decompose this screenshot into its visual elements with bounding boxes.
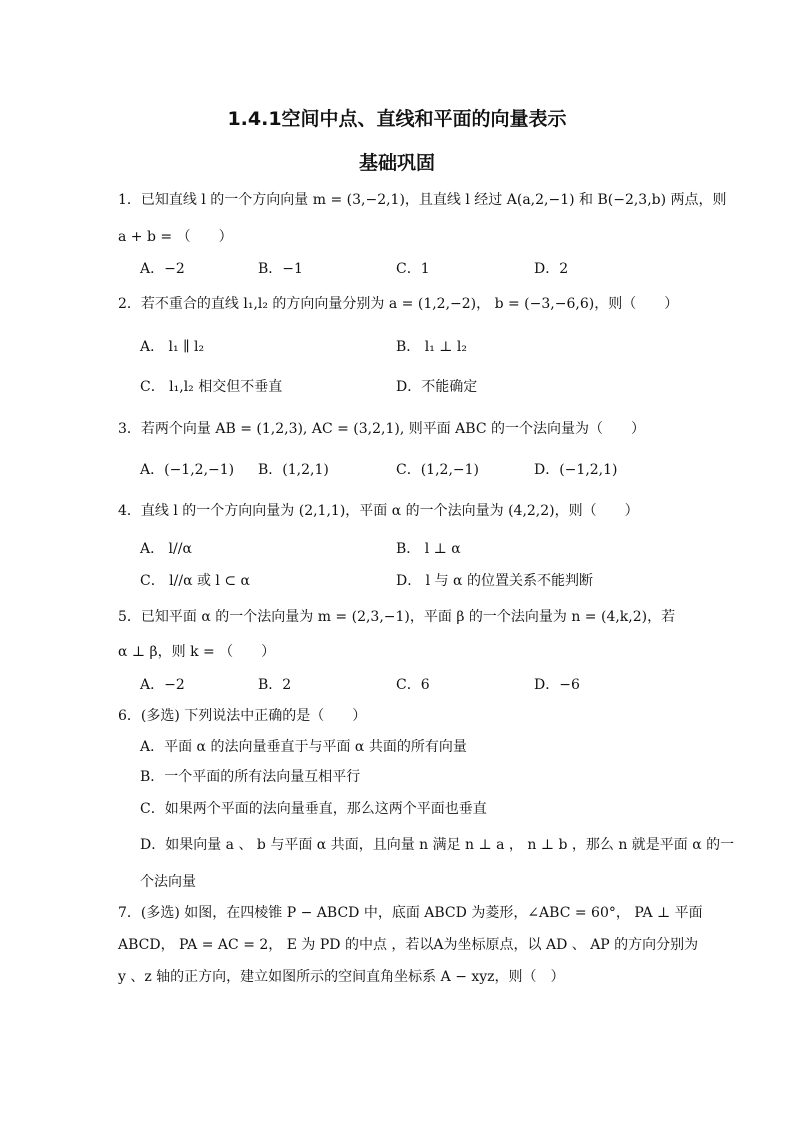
question-5-option-b: B．2 [258, 677, 292, 693]
question-6-option-c: C．如果两个平面的法向量垂直，那么这两个平面也垂直 [140, 801, 487, 817]
document-title: 1.4.1空间中点、直线和平面的向量表示 [227, 108, 567, 130]
question-5-text-cont: α ⊥ β，则 k = （ ） [118, 644, 276, 660]
question-3-option-b: B．(1,2,1) [258, 462, 329, 478]
question-6-text: 6．(多选) 下列说法中正确的是（ ） [118, 708, 367, 724]
section-heading: 基础巩固 [358, 152, 435, 174]
question-2-option-a: A． l₁ ∥ l₂ [140, 339, 205, 355]
question-6-option-d-cont: 个法向量 [140, 874, 196, 890]
question-1-option-d: D．2 [534, 261, 569, 277]
question-7-text: 7．(多选) 如图，在四棱锥 P − ABCD 中，底面 ABCD 为菱形，∠ABC = 60°， PA ⊥ 平面 [118, 905, 703, 921]
question-3-option-d: D．(−1,2,1) [534, 462, 618, 478]
question-3-option-c: C．(1,2,−1) [396, 462, 479, 478]
question-2-option-c: C． l₁,l₂ 相交但不垂直 [140, 379, 283, 395]
question-1-text: 1．已知直线 l 的一个方向向量 m = (3,−2,1)，且直线 l 经过 A(a,2,−1) 和 B(−2,3,b) 两点，则 [118, 192, 727, 208]
question-4-option-c: C． l//α 或 l ⊂ α [140, 573, 250, 589]
question-1-option-b: B．−1 [258, 261, 303, 277]
question-4-text: 4．直线 l 的一个方向向量为 (2,1,1)，平面 α 的一个法向量为 (4,2,2)，则（ ） [118, 503, 639, 519]
question-2-option-b: B． l₁ ⊥ l₂ [396, 339, 467, 355]
question-6-option-d: D．如果向量 a 、 b 与平面 α 共面，且向量 n 满足 n ⊥ a ， n ⊥ b ，那么 n 就是平面 α 的一 [140, 837, 735, 853]
question-5-option-a: A．−2 [140, 677, 185, 693]
question-5-option-d: D．−6 [534, 677, 580, 693]
question-6-option-a: A．平面 α 的法向量垂直于与平面 α 共面的所有向量 [140, 739, 467, 755]
question-3-option-a: A．(−1,2,−1) [140, 462, 235, 478]
question-5-text: 5．已知平面 α 的一个法向量为 m = (2,3,−1)，平面 β 的一个法向量为 n = (4,k,2)，若 [118, 609, 676, 625]
question-1-text-cont: a + b = （ ） [118, 229, 233, 245]
question-1-option-a: A．−2 [140, 261, 185, 277]
question-4-option-b: B． l ⊥ α [396, 541, 461, 557]
question-4-option-a: A． l//α [140, 541, 192, 557]
question-6-option-b: B．一个平面的所有法向量互相平行 [140, 769, 361, 785]
question-7-text-line3: y 、z 轴的正方向，建立如图所示的空间直角坐标系 A − xyz，则（ ） [118, 969, 565, 985]
question-4-option-d: D． l 与 α 的位置关系不能判断 [396, 573, 593, 589]
question-5-option-c: C．6 [396, 677, 430, 693]
question-7-text-line2: ABCD， PA = AC = 2， E 为 PD 的中点 ，若以A为坐标原点，以 AD 、 AP 的方向分别为 [118, 937, 699, 953]
question-3-text: 3．若两个向量 AB = (1,2,3), AC = (3,2,1), 则平面 ABC 的一个法向量为（ ） [118, 421, 646, 437]
question-2-text: 2．若不重合的直线 l₁,l₂ 的方向向量分别为 a = (1,2,−2)， b = (−3,−6,6)，则（ ） [118, 296, 679, 312]
question-1-option-c: C．1 [396, 261, 430, 277]
question-2-option-d: D．不能确定 [396, 379, 478, 395]
